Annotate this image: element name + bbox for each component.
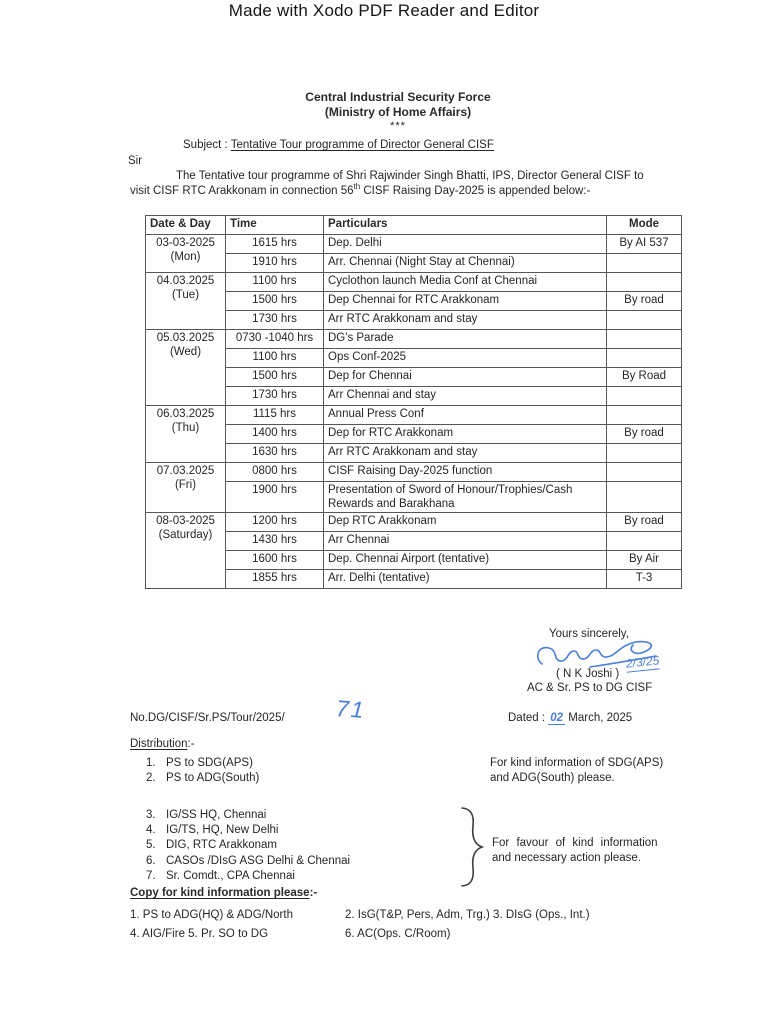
salutation: Sir	[128, 155, 143, 167]
particulars-cell: CISF Raising Day-2025 function	[324, 463, 607, 482]
list-item	[146, 838, 446, 853]
col-header-time: Time	[226, 216, 324, 235]
table-row	[146, 513, 682, 532]
table-row	[146, 387, 682, 406]
time-cell: 1115 hrs	[226, 406, 324, 425]
table-row	[146, 482, 682, 513]
list-item	[146, 823, 446, 838]
table-row	[146, 349, 682, 368]
time-cell: 1400 hrs	[226, 425, 324, 444]
list-item-text: Sr. Comdt., CPA Chennai	[166, 869, 295, 882]
mode-cell: By AI 537	[607, 235, 682, 254]
copy-line-1	[130, 908, 590, 922]
time-cell: 1615 hrs	[226, 235, 324, 254]
time-cell: 1730 hrs	[226, 387, 324, 406]
list-item-text: PS to SDG(APS)	[166, 757, 253, 769]
handwritten-reference-number: 71	[335, 694, 367, 724]
mode-cell: By road	[607, 425, 682, 444]
particulars-cell: Cyclothon launch Media Conf at Chennai	[324, 273, 607, 292]
particulars-cell: Arr Chennai and stay	[324, 387, 607, 406]
note1-line1: For kind information of SDG(APS)	[490, 757, 664, 769]
particulars-cell: Arr. Delhi (tentative)	[324, 570, 607, 589]
dated-label: Dated :	[508, 712, 549, 724]
distribution-heading-suffix: :-	[187, 738, 195, 750]
signatory-name: ( N K Joshi )	[556, 668, 620, 680]
table-row	[146, 570, 682, 589]
time-cell: 0800 hrs	[226, 463, 324, 482]
particulars-cell: Dep for Chennai	[324, 368, 607, 387]
ministry-line: (Ministry of Home Affairs)	[324, 105, 472, 119]
copy-line-2	[130, 927, 450, 941]
list-item	[146, 869, 446, 884]
date-day-cell: 06.03.2025 (Thu)	[146, 406, 226, 463]
table-row	[146, 235, 682, 254]
table-row	[146, 532, 682, 551]
intro-text-end: CISF Raising Day-2025 is appended below:-	[360, 185, 591, 197]
table-row	[146, 551, 682, 570]
table-row	[146, 273, 682, 292]
particulars-cell: Arr RTC Arakkonam and stay	[324, 444, 607, 463]
time-cell: 1500 hrs	[226, 292, 324, 311]
mode-cell	[607, 406, 682, 425]
list-item-number: 6.	[146, 854, 156, 867]
time-cell: 1100 hrs	[226, 273, 324, 292]
letterhead	[130, 90, 666, 132]
org-name: Central Industrial Security Force	[305, 90, 491, 104]
particulars-cell: Ops Conf-2025	[324, 349, 607, 368]
list-item	[146, 854, 446, 869]
closing-salutation: Yours sincerely,	[549, 628, 629, 640]
mode-cell: By Air	[607, 551, 682, 570]
table-row	[146, 463, 682, 482]
col-header-particulars: Particulars	[324, 216, 607, 235]
list-item-number: 2.	[146, 772, 156, 784]
time-cell: 1730 hrs	[226, 311, 324, 330]
particulars-cell: Arr RTC Arakkonam and stay	[324, 311, 607, 330]
date-day-cell: 07.03.2025 (Fri)	[146, 463, 226, 513]
xodo-watermark-banner: Made with Xodo PDF Reader and Editor	[228, 1, 540, 20]
list-item-number: 1.	[146, 757, 156, 769]
table-row	[146, 444, 682, 463]
date-day-cell: 03-03-2025 (Mon)	[146, 235, 226, 273]
distribution-heading	[130, 737, 195, 751]
table-row	[146, 406, 682, 425]
copy-line1-right: 2. IsG(T&P, Pers, Adm, Trg.) 3. DIsG (Ops., Int.)	[345, 909, 590, 921]
distribution-note2	[492, 836, 672, 866]
mode-cell	[607, 273, 682, 292]
note2-line1: For favour of kind information	[492, 837, 658, 849]
copy-section-heading	[130, 886, 317, 900]
particulars-cell: DG's Parade	[324, 330, 607, 349]
table-header-row	[146, 216, 682, 235]
distribution-note1	[490, 756, 670, 786]
reference-number-label: No.DG/CISF/Sr.PS/Tour/2025/	[130, 712, 285, 724]
particulars-cell: Dep Chennai for RTC Arakkonam	[324, 292, 607, 311]
curly-brace	[458, 806, 486, 888]
col-header-mode: Mode	[607, 216, 682, 235]
particulars-cell: Arr. Chennai (Night Stay at Chennai)	[324, 254, 607, 273]
list-item-number: 4.	[146, 824, 156, 837]
table-row	[146, 254, 682, 273]
time-cell: 0730 -1040 hrs	[226, 330, 324, 349]
note2-line2: and necessary action please.	[492, 852, 641, 864]
table-row	[146, 292, 682, 311]
time-cell: 1630 hrs	[226, 444, 324, 463]
date-day-cell: 05.03.2025 (Wed)	[146, 330, 226, 406]
intro-paragraph	[130, 169, 664, 199]
time-cell: 1100 hrs	[226, 349, 324, 368]
handwritten-sign-date: 2/3/25	[625, 653, 660, 671]
mode-cell	[607, 330, 682, 349]
particulars-cell: Dep for RTC Arakkonam	[324, 425, 607, 444]
table-row	[146, 311, 682, 330]
list-item-text: CASOs /DIsG ASG Delhi & Chennai	[166, 854, 351, 867]
list-item-number: 7.	[146, 869, 156, 882]
list-item-number: 3.	[146, 809, 156, 821]
time-cell: 1430 hrs	[226, 532, 324, 551]
time-cell: 1900 hrs	[226, 482, 324, 513]
list-item-text: PS to ADG(South)	[166, 772, 260, 784]
handwritten-day: 02	[550, 712, 564, 724]
date-day-cell: 08-03-2025 (Saturday)	[146, 513, 226, 589]
table-row	[146, 368, 682, 387]
subject-line	[183, 138, 494, 152]
particulars-cell: Dep RTC Arakkonam	[324, 513, 607, 532]
copy-line2-right: 6. AC(Ops. C/Room)	[345, 928, 451, 940]
list-item-text: IG/SS HQ, Chennai	[166, 809, 267, 821]
subject-label: Subject :	[183, 139, 231, 151]
ordinal-superscript: th	[353, 182, 361, 192]
mode-cell: T-3	[607, 570, 682, 589]
col-header-date-day: Date & Day	[146, 216, 226, 235]
distribution-heading-text: Distribution	[130, 738, 188, 750]
mode-cell	[607, 349, 682, 368]
distribution-group2	[146, 808, 446, 884]
mode-cell	[607, 254, 682, 273]
mode-cell	[607, 444, 682, 463]
list-item	[146, 771, 446, 786]
intro-text-start: The Tentative tour programme of Shri Rajwinder Singh Bhatti, IPS, Director General CISF to visit CISF RTC Arakkonam in connection 56	[130, 170, 644, 197]
mode-cell	[607, 482, 682, 513]
mode-cell: By road	[607, 513, 682, 532]
copy-line2-left: 4. AIG/Fire 5. Pr. SO to DG	[130, 928, 269, 940]
time-cell: 1500 hrs	[226, 368, 324, 387]
tour-table-body	[146, 235, 682, 589]
mode-cell	[607, 387, 682, 406]
copy-heading-suffix: :-	[309, 887, 318, 899]
subject-text: Tentative Tour programme of Director General CISF	[230, 139, 494, 151]
distribution-group1	[146, 756, 446, 786]
dated-line	[508, 711, 632, 725]
list-item-text: IG/TS, HQ, New Delhi	[166, 824, 279, 837]
particulars-cell: Presentation of Sword of Honour/Trophies/Cash Rewards and Barakhana	[324, 482, 607, 513]
list-item	[146, 808, 446, 823]
mode-cell	[607, 463, 682, 482]
table-row	[146, 330, 682, 349]
tour-programme-table	[145, 215, 682, 589]
particulars-cell: Arr Chennai	[324, 532, 607, 551]
mode-cell: By road	[607, 292, 682, 311]
particulars-cell: Annual Press Conf	[324, 406, 607, 425]
list-item-number: 5.	[146, 839, 156, 852]
list-item-text: DIG, RTC Arakkonam	[166, 839, 277, 852]
time-cell: 1200 hrs	[226, 513, 324, 532]
copy-heading-text: Copy for kind information please	[130, 887, 310, 899]
dated-month-year: March, 2025	[565, 712, 633, 724]
time-cell: 1855 hrs	[226, 570, 324, 589]
signatory-designation: AC & Sr. PS to DG CISF	[527, 682, 653, 694]
mode-cell: By Road	[607, 368, 682, 387]
mode-cell	[607, 532, 682, 551]
date-day-cell: 04.03.2025 (Tue)	[146, 273, 226, 330]
table-row	[146, 425, 682, 444]
list-item	[146, 756, 446, 771]
mode-cell	[607, 311, 682, 330]
copy-line1-left: 1. PS to ADG(HQ) & ADG/North	[130, 909, 293, 921]
particulars-cell: Dep. Chennai Airport (tentative)	[324, 551, 607, 570]
time-cell: 1600 hrs	[226, 551, 324, 570]
note1-line2: and ADG(South) please.	[490, 772, 615, 784]
particulars-cell: Dep. Delhi	[324, 235, 607, 254]
separator-stars: ***	[390, 120, 406, 132]
time-cell: 1910 hrs	[226, 254, 324, 273]
